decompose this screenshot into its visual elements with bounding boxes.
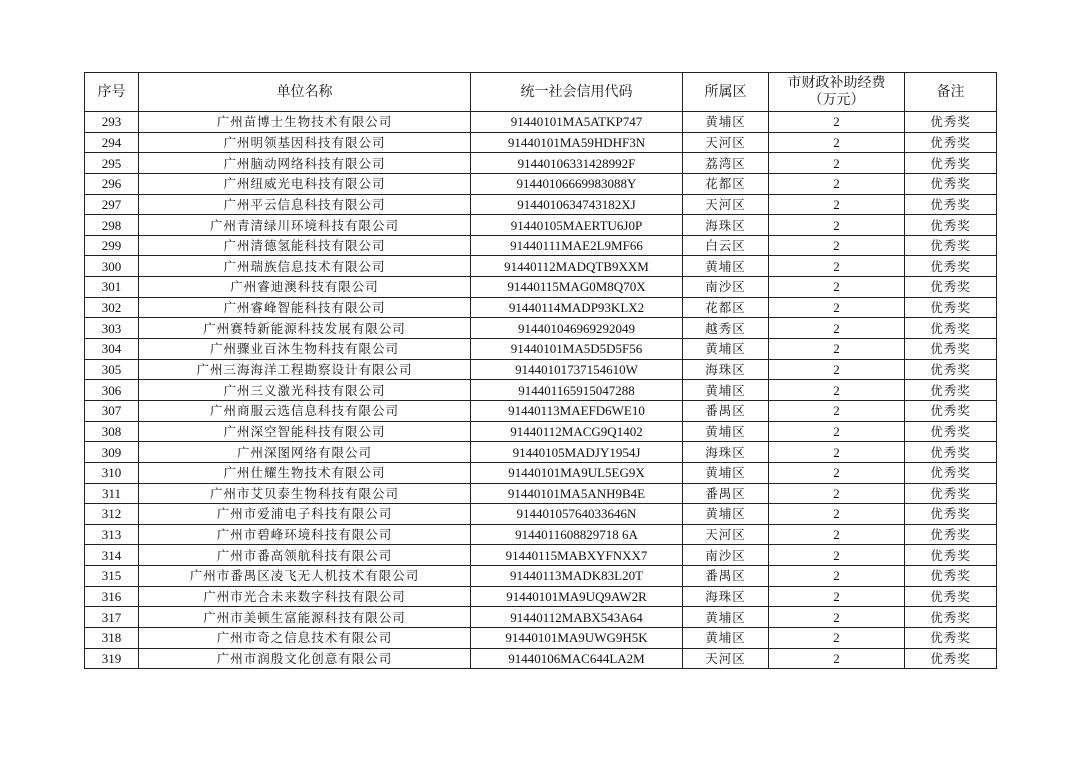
cell-code: 91440101MA5ANH9B4E	[471, 483, 683, 504]
cell-amount: 2	[769, 462, 905, 483]
cell-region: 南沙区	[683, 545, 769, 566]
cell-note: 优秀奖	[905, 628, 997, 649]
cell-region: 番禺区	[683, 483, 769, 504]
cell-seq: 306	[85, 380, 139, 401]
cell-note: 优秀奖	[905, 297, 997, 318]
cell-seq: 297	[85, 194, 139, 215]
cell-amount: 2	[769, 112, 905, 133]
header-region: 所属区	[683, 73, 769, 112]
cell-name: 广州睿迪澳科技有限公司	[139, 277, 471, 298]
cell-name: 广州市光合未来数字科技有限公司	[139, 586, 471, 607]
cell-code: 91440115MAG0M8Q70X	[471, 277, 683, 298]
cell-seq: 311	[85, 483, 139, 504]
cell-amount: 2	[769, 235, 905, 256]
cell-seq: 296	[85, 173, 139, 194]
cell-amount: 2	[769, 194, 905, 215]
cell-code: 91440101MA9UWG9H5K	[471, 628, 683, 649]
header-seq: 序号	[85, 73, 139, 112]
cell-note: 优秀奖	[905, 545, 997, 566]
cell-seq: 313	[85, 524, 139, 545]
cell-name: 广州睿峰智能科技有限公司	[139, 297, 471, 318]
cell-note: 优秀奖	[905, 339, 997, 360]
cell-region: 天河区	[683, 194, 769, 215]
cell-amount: 2	[769, 132, 905, 153]
cell-region: 海珠区	[683, 359, 769, 380]
cell-region: 黄埔区	[683, 380, 769, 401]
cell-region: 黄埔区	[683, 421, 769, 442]
cell-code: 9144011608829718 6A	[471, 524, 683, 545]
cell-seq: 314	[85, 545, 139, 566]
cell-amount: 2	[769, 380, 905, 401]
table-row	[85, 442, 997, 463]
cell-code: 91440112MACG9Q1402	[471, 421, 683, 442]
cell-amount: 2	[769, 256, 905, 277]
cell-name: 广州骤业百沐生物科技有限公司	[139, 339, 471, 360]
table-row	[85, 648, 997, 669]
cell-amount: 2	[769, 215, 905, 236]
cell-amount: 2	[769, 648, 905, 669]
cell-region: 白云区	[683, 235, 769, 256]
cell-code: 91440115MABXYFNXX7	[471, 545, 683, 566]
cell-note: 优秀奖	[905, 215, 997, 236]
cell-amount: 2	[769, 586, 905, 607]
cell-name: 广州市番禺区凌飞无人机技术有限公司	[139, 566, 471, 587]
cell-amount: 2	[769, 173, 905, 194]
cell-region: 越秀区	[683, 318, 769, 339]
cell-note: 优秀奖	[905, 153, 997, 174]
cell-name: 广州市爱浦电子科技有限公司	[139, 504, 471, 525]
cell-code: 91440113MAEFD6WE10	[471, 400, 683, 421]
cell-code: 91440101737154610W	[471, 359, 683, 380]
cell-code: 91440101MA59HDHF3N	[471, 132, 683, 153]
cell-note: 优秀奖	[905, 400, 997, 421]
cell-code: 91440113MADK83L20T	[471, 566, 683, 587]
table-row	[85, 215, 997, 236]
cell-name: 广州三义激光科技有限公司	[139, 380, 471, 401]
cell-seq: 299	[85, 235, 139, 256]
table-row	[85, 318, 997, 339]
cell-code: 91440106MAC644LA2M	[471, 648, 683, 669]
cell-name: 广州市美顿生富能源科技有限公司	[139, 607, 471, 628]
cell-amount: 2	[769, 504, 905, 525]
cell-name: 广州仕耀生物技术有限公司	[139, 462, 471, 483]
table-row	[85, 524, 997, 545]
table-row	[85, 359, 997, 380]
cell-amount: 2	[769, 421, 905, 442]
cell-region: 黄埔区	[683, 504, 769, 525]
cell-code: 91440114MADP93KLX2	[471, 297, 683, 318]
table-row	[85, 586, 997, 607]
header-code: 统一社会信用代码	[471, 73, 683, 112]
cell-code: 91440112MADQTB9XXM	[471, 256, 683, 277]
cell-amount: 2	[769, 297, 905, 318]
cell-name: 广州三海海洋工程勘察设计有限公司	[139, 359, 471, 380]
cell-name: 广州商服云选信息科技有限公司	[139, 400, 471, 421]
cell-region: 黄埔区	[683, 112, 769, 133]
header-note: 备注	[905, 73, 997, 112]
cell-region: 花都区	[683, 173, 769, 194]
cell-name: 广州平云信息科技有限公司	[139, 194, 471, 215]
cell-code: 91440105MAERTU6J0P	[471, 215, 683, 236]
table-row	[85, 194, 997, 215]
table-row	[85, 297, 997, 318]
cell-name: 广州脑动网络科技有限公司	[139, 153, 471, 174]
table-row	[85, 112, 997, 133]
cell-seq: 309	[85, 442, 139, 463]
cell-amount: 2	[769, 400, 905, 421]
cell-code: 914401165915047288	[471, 380, 683, 401]
cell-code: 91440101MA9UQ9AW2R	[471, 586, 683, 607]
cell-note: 优秀奖	[905, 380, 997, 401]
header-name: 单位名称	[139, 73, 471, 112]
cell-seq: 319	[85, 648, 139, 669]
cell-amount: 2	[769, 545, 905, 566]
table-row	[85, 628, 997, 649]
cell-amount: 2	[769, 442, 905, 463]
cell-seq: 300	[85, 256, 139, 277]
table-row	[85, 256, 997, 277]
cell-note: 优秀奖	[905, 359, 997, 380]
cell-note: 优秀奖	[905, 442, 997, 463]
cell-region: 番禺区	[683, 400, 769, 421]
cell-region: 黄埔区	[683, 462, 769, 483]
cell-region: 花都区	[683, 297, 769, 318]
cell-amount: 2	[769, 359, 905, 380]
cell-note: 优秀奖	[905, 132, 997, 153]
cell-region: 南沙区	[683, 277, 769, 298]
cell-name: 广州纽威光电科技有限公司	[139, 173, 471, 194]
cell-note: 优秀奖	[905, 235, 997, 256]
cell-name: 广州明领基因科技有限公司	[139, 132, 471, 153]
cell-region: 荔湾区	[683, 153, 769, 174]
cell-name: 广州市艾贝泰生物科技有限公司	[139, 483, 471, 504]
cell-note: 优秀奖	[905, 504, 997, 525]
cell-amount: 2	[769, 339, 905, 360]
cell-code: 91440105MADJY1954J	[471, 442, 683, 463]
cell-seq: 316	[85, 586, 139, 607]
cell-seq: 294	[85, 132, 139, 153]
cell-code: 91440111MAE2L9MF66	[471, 235, 683, 256]
cell-name: 广州苗博士生物技术有限公司	[139, 112, 471, 133]
cell-code: 914401046969292049	[471, 318, 683, 339]
cell-amount: 2	[769, 153, 905, 174]
cell-code: 91440101MA5D5D5F56	[471, 339, 683, 360]
cell-note: 优秀奖	[905, 483, 997, 504]
cell-region: 天河区	[683, 132, 769, 153]
cell-name: 广州深空智能科技有限公司	[139, 421, 471, 442]
cell-seq: 295	[85, 153, 139, 174]
cell-amount: 2	[769, 524, 905, 545]
cell-amount: 2	[769, 318, 905, 339]
cell-note: 优秀奖	[905, 256, 997, 277]
table-row	[85, 607, 997, 628]
cell-note: 优秀奖	[905, 566, 997, 587]
table-row	[85, 339, 997, 360]
cell-code: 91440105764033646N	[471, 504, 683, 525]
cell-note: 优秀奖	[905, 194, 997, 215]
cell-seq: 304	[85, 339, 139, 360]
cell-seq: 318	[85, 628, 139, 649]
cell-note: 优秀奖	[905, 277, 997, 298]
cell-region: 天河区	[683, 524, 769, 545]
cell-region: 番禺区	[683, 566, 769, 587]
table-row	[85, 400, 997, 421]
cell-code: 91440112MABX543A64	[471, 607, 683, 628]
cell-code: 91440101MA9UL5EG9X	[471, 462, 683, 483]
cell-region: 天河区	[683, 648, 769, 669]
cell-seq: 298	[85, 215, 139, 236]
cell-seq: 317	[85, 607, 139, 628]
table-row	[85, 277, 997, 298]
cell-code: 91440106331428992F	[471, 153, 683, 174]
cell-name: 广州深图网络有限公司	[139, 442, 471, 463]
header-amount	[769, 73, 905, 112]
cell-note: 优秀奖	[905, 607, 997, 628]
cell-name: 广州青清绿川环境科技有限公司	[139, 215, 471, 236]
cell-name: 广州市奇之信息技术有限公司	[139, 628, 471, 649]
cell-code: 9144010634743182XJ	[471, 194, 683, 215]
cell-note: 优秀奖	[905, 648, 997, 669]
header-amount-line2: （万元）	[808, 92, 865, 108]
cell-name: 广州市润殷文化创意有限公司	[139, 648, 471, 669]
header-amount-line1: 市财政补助经费	[787, 75, 886, 91]
cell-note: 优秀奖	[905, 462, 997, 483]
cell-seq: 303	[85, 318, 139, 339]
cell-name: 广州瑞族信息技术有限公司	[139, 256, 471, 277]
cell-code: 91440106669983088Y	[471, 173, 683, 194]
cell-note: 优秀奖	[905, 173, 997, 194]
cell-amount: 2	[769, 607, 905, 628]
table-row	[85, 173, 997, 194]
cell-note: 优秀奖	[905, 586, 997, 607]
cell-region: 海珠区	[683, 215, 769, 236]
table-row	[85, 566, 997, 587]
cell-note: 优秀奖	[905, 318, 997, 339]
cell-region: 海珠区	[683, 586, 769, 607]
table-row	[85, 235, 997, 256]
cell-seq: 308	[85, 421, 139, 442]
cell-seq: 302	[85, 297, 139, 318]
table-header-row	[85, 73, 997, 112]
cell-name: 广州清德氢能科技有限公司	[139, 235, 471, 256]
table-row	[85, 380, 997, 401]
cell-code: 91440101MA5ATKP747	[471, 112, 683, 133]
table-body	[85, 112, 997, 669]
cell-region: 黄埔区	[683, 339, 769, 360]
cell-seq: 312	[85, 504, 139, 525]
cell-amount: 2	[769, 628, 905, 649]
cell-note: 优秀奖	[905, 112, 997, 133]
cell-region: 海珠区	[683, 442, 769, 463]
cell-note: 优秀奖	[905, 421, 997, 442]
cell-name: 广州赛特新能源科技发展有限公司	[139, 318, 471, 339]
cell-seq: 293	[85, 112, 139, 133]
cell-name: 广州市碧峰环境科技有限公司	[139, 524, 471, 545]
table-row	[85, 153, 997, 174]
cell-amount: 2	[769, 566, 905, 587]
cell-amount: 2	[769, 277, 905, 298]
cell-name: 广州市番高领航科技有限公司	[139, 545, 471, 566]
table-row	[85, 483, 997, 504]
document-page	[84, 72, 996, 669]
table-row	[85, 504, 997, 525]
cell-amount: 2	[769, 483, 905, 504]
cell-region: 黄埔区	[683, 607, 769, 628]
cell-seq: 301	[85, 277, 139, 298]
cell-seq: 305	[85, 359, 139, 380]
cell-region: 黄埔区	[683, 628, 769, 649]
cell-region: 黄埔区	[683, 256, 769, 277]
cell-seq: 310	[85, 462, 139, 483]
cell-seq: 315	[85, 566, 139, 587]
table-row	[85, 545, 997, 566]
table-row	[85, 462, 997, 483]
cell-seq: 307	[85, 400, 139, 421]
table-row	[85, 132, 997, 153]
cell-note: 优秀奖	[905, 524, 997, 545]
table-row	[85, 421, 997, 442]
subsidy-table	[84, 72, 997, 669]
